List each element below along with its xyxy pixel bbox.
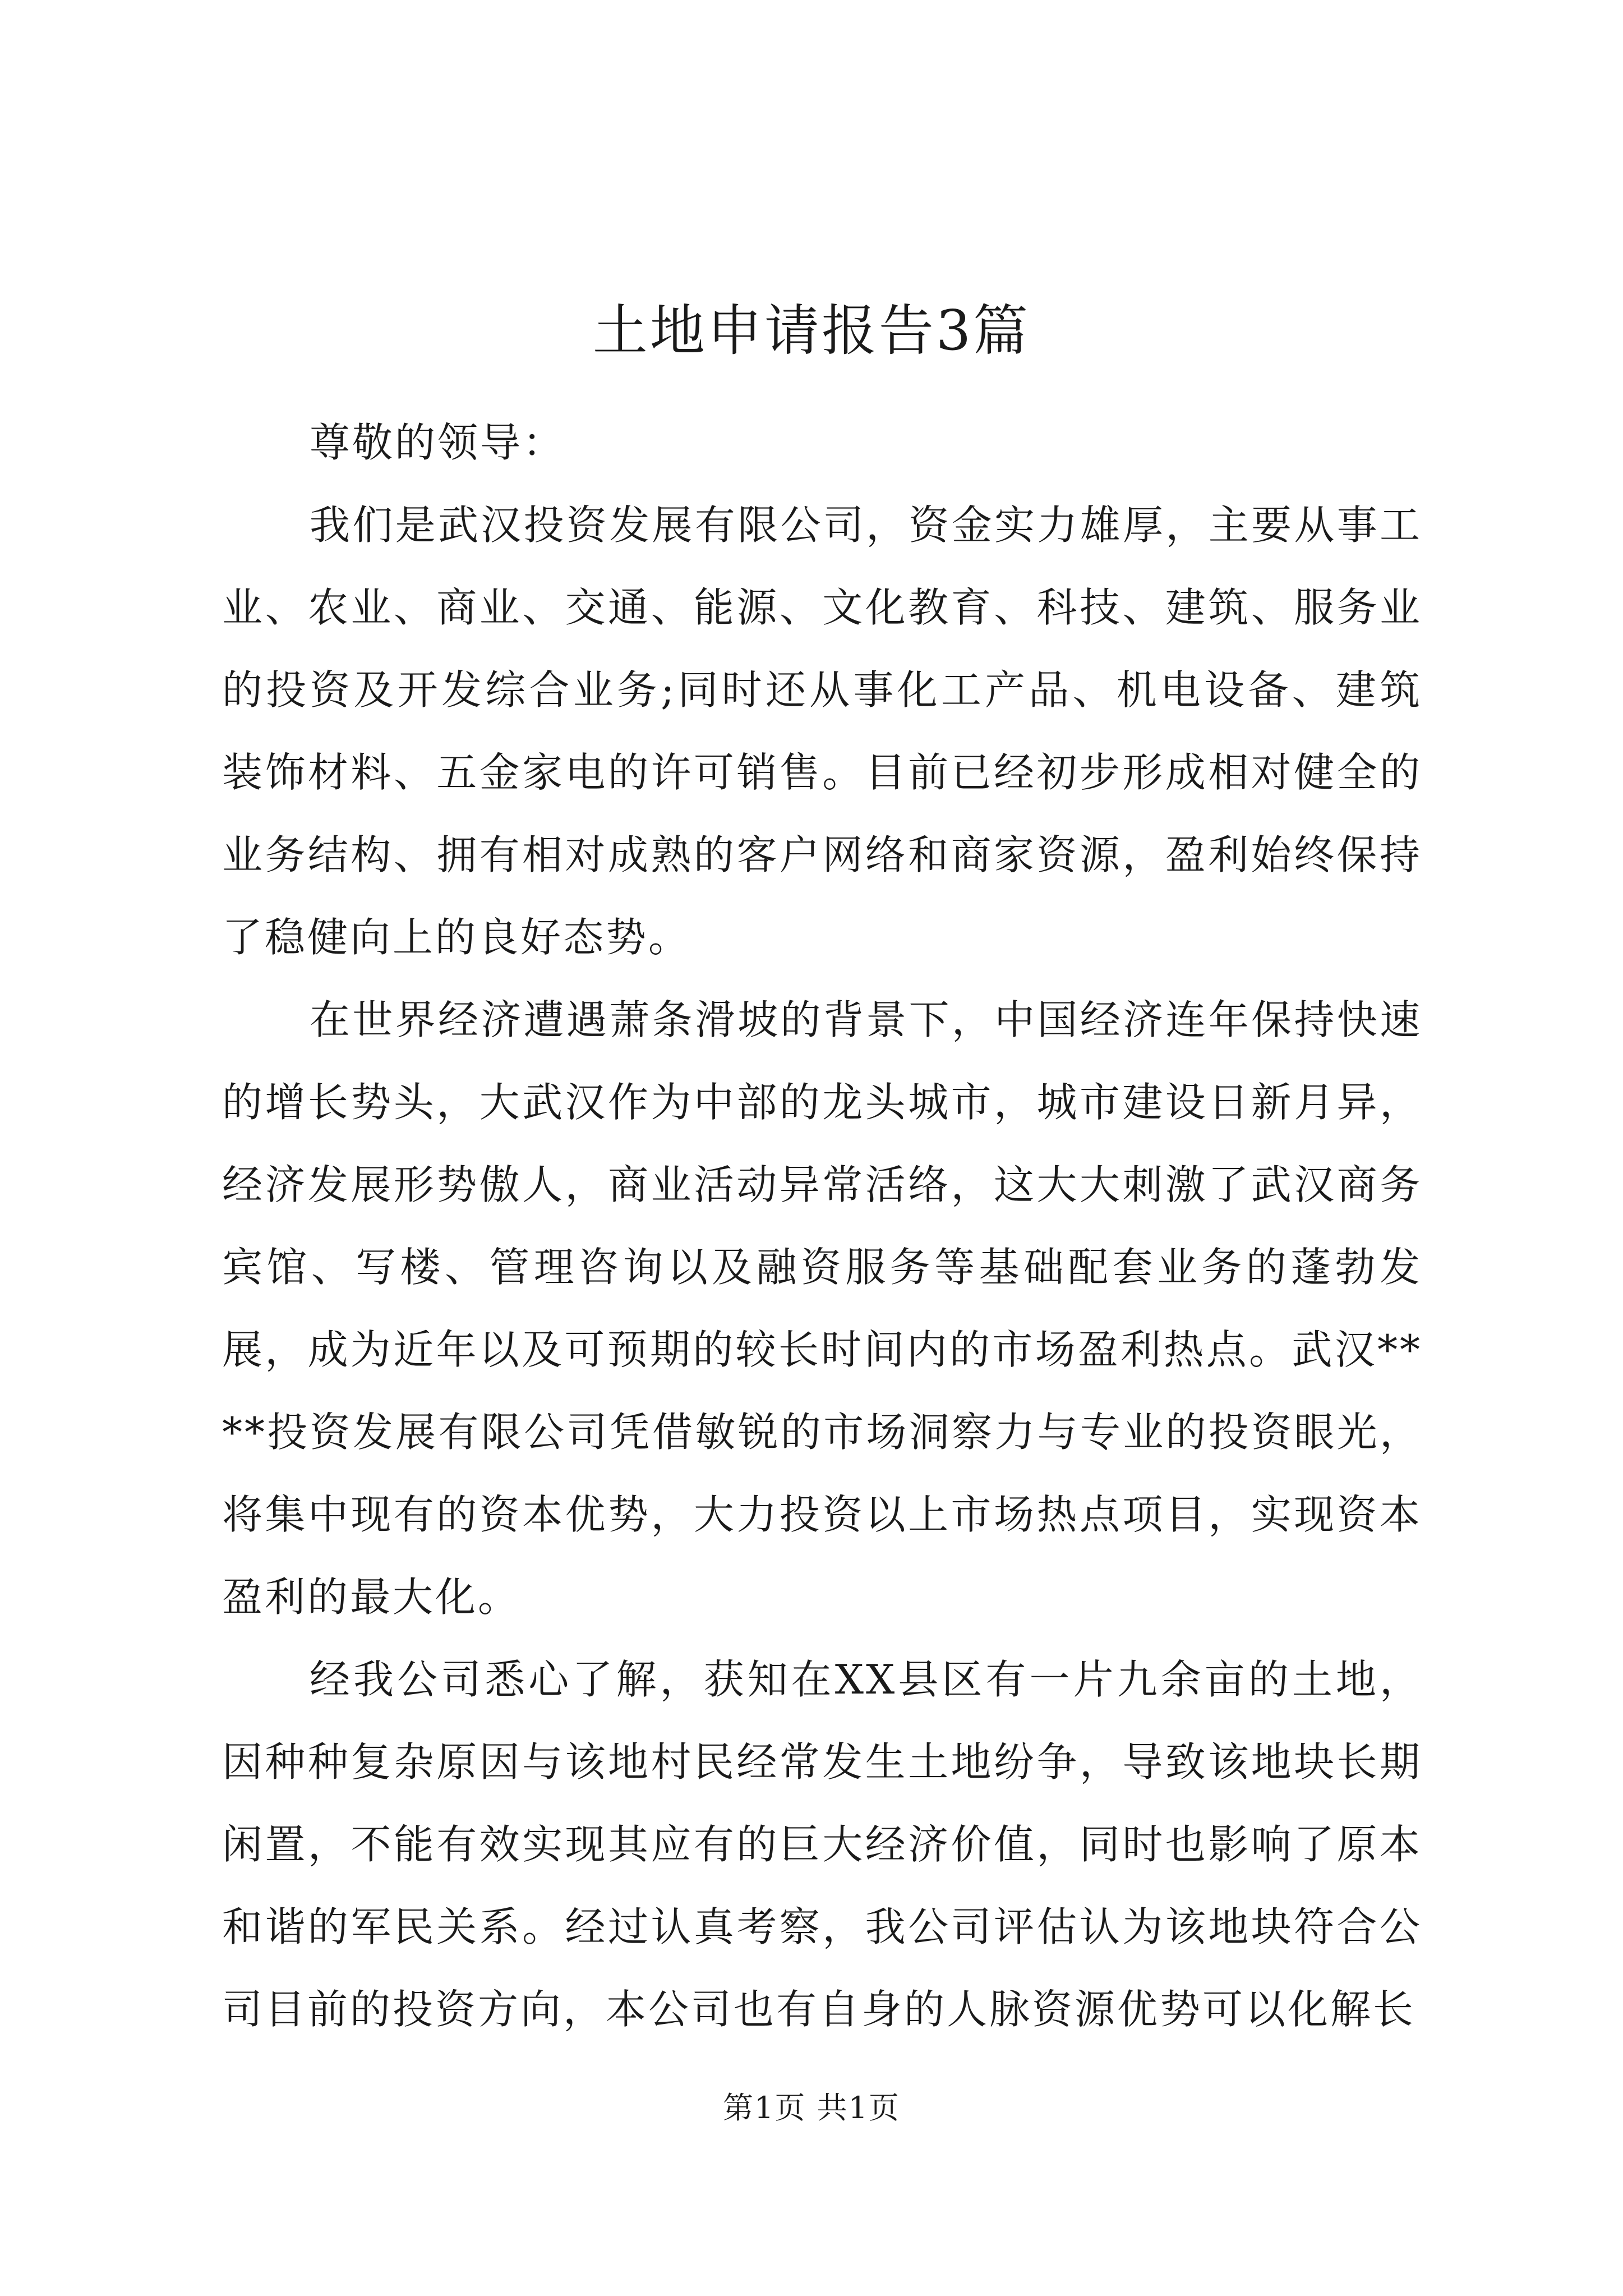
paragraph-2: 在世界经济遭遇萧条滑坡的背景下，中国经济连年保持快速的增长势头，大武汉作为中部的龙头城市，城市建设日新月异，经济发展形势傲人，商业活动异常活络，这大大刺激了武汉商务宾馆、写楼、管理咨询以及融资服务等基础配套业务的蓬勃发展，成为近年以及可预期的较长时间内的市场盈利热点。武汉****投资发展有限公司凭借敏锐的市场洞察力与专业的投资眼光，将集中现有的资本优势，大力投资以上市场热点项目，实现资本盈利的最大化。 xyxy=(222,996,1422,1621)
document-body xyxy=(222,402,1422,2051)
greeting: 尊敬的领导： xyxy=(310,419,566,466)
document-title: 土地申请报告3篇 xyxy=(592,299,1031,363)
paragraph-1: 我们是武汉投资发展有限公司，资金实力雄厚，主要从事工业、农业、商业、交通、能源、文化教育、科技、建筑、服务业的投资及开发综合业务;同时还从事化工产品、机电设备、建筑装饰材料、五金家电的许可销售。目前已经初步形成相对健全的业务结构、拥有相对成熟的客户网络和商家资源，盈利始终保持了稳健向上的良好态势。 xyxy=(222,501,1422,961)
page-footer: 第1页 共1页 xyxy=(723,2090,900,2125)
paragraph-3: 经我公司悉心了解，获知在XX县区有一片九余亩的土地，因种种复杂原因与该地村民经常发生土地纷争，导致该地块长期闲置，不能有效实现其应有的巨大经济价值，同时也影响了原本和谐的军民关系。经过认真考察，我公司评估认为该地块符合公司目前的投资方向，本公司也有自身的人脉资源优势可以化解长 xyxy=(222,1656,1422,2033)
